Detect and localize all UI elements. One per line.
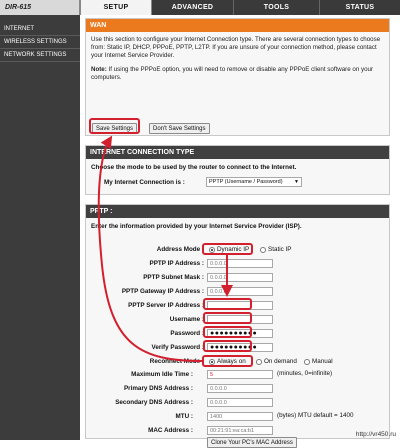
mtu-input[interactable]: 1400 (207, 412, 273, 421)
pptp-ip-row (86, 259, 204, 269)
tab-status[interactable]: STATUS (345, 4, 375, 11)
primary-dns-input[interactable]: 0.0.0.0 (207, 384, 273, 393)
on-demand-radio[interactable] (256, 359, 262, 365)
pptp-server-row (86, 301, 204, 311)
highlight-server-ip (203, 298, 252, 310)
static-ip-radio[interactable] (260, 247, 266, 253)
pptp-title: PPTP : (86, 205, 389, 218)
idle-time-note: (minutes, 0=infinite) (277, 370, 333, 377)
address-mode-label: Address Mode : (156, 246, 204, 253)
highlight-save-settings (89, 118, 140, 134)
dont-save-settings-button[interactable]: Don't Save Settings (149, 123, 210, 134)
connection-type-selected: PPTP (Username / Password) (209, 179, 283, 185)
username-label: Username : (169, 316, 204, 323)
tab-advanced[interactable]: ADVANCED (152, 0, 234, 15)
tab-tools[interactable]: TOOLS (234, 0, 320, 15)
mac-address-row (86, 426, 193, 436)
verify-password-input[interactable]: ●●●●●●●●●● (207, 343, 273, 352)
highlight-dynamic-ip (202, 243, 253, 255)
verify-password-row (86, 343, 204, 353)
pptp-server-label: PPTP Server IP Address : (128, 302, 204, 309)
pptp-prompt: Enter the information provided by your Internet Service Provider (ISP). (91, 223, 302, 230)
address-mode-row (86, 245, 204, 255)
connection-type-prompt: Choose the mode to be used by the router to connect to the Internet. (91, 164, 297, 171)
static-ip-label: Static IP (268, 246, 292, 253)
wan-title: WAN (86, 19, 389, 32)
sidebar-item-internet[interactable]: INTERNET (0, 23, 80, 36)
manual-radio[interactable] (304, 359, 310, 365)
pptp-subnet-label: PPTP Subnet Mask : (143, 274, 204, 281)
connection-type-title: INTERNET CONNECTION TYPE (86, 146, 389, 159)
clone-mac-button[interactable]: Clone Your PC's MAC Address (207, 437, 297, 448)
pptp-subnet-input[interactable]: 0.0.0.0 (207, 273, 273, 282)
pptp-ip-input[interactable]: 0.0.0.0 (207, 259, 273, 268)
dynamic-ip-label: Dynamic IP (217, 246, 250, 253)
primary-dns-label: Primary DNS Address : (123, 385, 193, 392)
idle-time-input[interactable]: 5 (207, 370, 273, 379)
highlight-verify-password (203, 340, 252, 352)
idle-time-row (86, 370, 193, 380)
mtu-row (86, 412, 193, 422)
highlight-password (203, 326, 252, 338)
password-input[interactable]: ●●●●●●●●●● (207, 329, 273, 338)
secondary-dns-row (86, 398, 193, 408)
username-row (86, 315, 204, 325)
chevron-down-icon: ▼ (294, 179, 299, 185)
idle-time-label: Maximum Idle Time : (131, 371, 193, 378)
mtu-note: (bytes) MTU default = 1400 (277, 412, 354, 419)
pptp-gateway-input[interactable]: 0.0.0.0 (207, 287, 273, 296)
wan-note (86, 60, 389, 82)
wan-note-text: If using the PPPoE option, you will need to remove or disable any PPPoE client software on your computers. (91, 66, 374, 81)
password-label: Password : (170, 330, 204, 337)
password-row (86, 329, 204, 339)
mac-address-label: MAC Address : (148, 427, 193, 434)
pptp-subnet-row (86, 273, 204, 283)
reconnect-mode-label: Reconnect Mode : (149, 358, 204, 365)
model-name: DIR-615 (0, 0, 80, 15)
sidebar-item-wireless-settings[interactable]: WIRELESS SETTINGS (0, 36, 80, 49)
wan-description: Use this section to configure your Internet Connection type. There are several connection types to choose from: Static IP, DHCP, PPPoE, PPTP, L2TP. If you are unsure of your connection method, please contact your Internet Service Provider. (91, 36, 381, 59)
on-demand-label: On demand (264, 358, 297, 365)
wan-note-label: Note: (91, 66, 107, 73)
primary-dns-row (86, 384, 193, 394)
connection-type-label: My Internet Connection is : (104, 179, 185, 186)
mtu-label: MTU : (175, 413, 193, 420)
main-content (80, 15, 400, 446)
pptp-gateway-label: PPTP Gateway IP Address : (121, 288, 204, 295)
pptp-ip-label: PPTP IP Address : (149, 260, 204, 267)
manual-label: Manual (312, 358, 333, 365)
connection-type-panel (85, 145, 390, 195)
pptp-gateway-row (86, 287, 204, 297)
secondary-dns-label: Secondary DNS Address : (115, 399, 193, 406)
sidebar-item-network-settings[interactable]: NETWORK SETTINGS (0, 49, 80, 62)
watermark: http://vr450.ru (355, 431, 396, 438)
save-settings-button[interactable]: Save Settings (92, 123, 137, 134)
top-navigation-bar (0, 0, 400, 15)
mac-address-input[interactable]: 00:21:91:ea:ca:b1 (207, 426, 273, 435)
highlight-always-on (202, 355, 253, 367)
sidebar (0, 15, 80, 440)
secondary-dns-input[interactable]: 0.0.0.0 (207, 398, 273, 407)
connection-type-select[interactable] (206, 177, 302, 187)
always-on-label: Always on (217, 358, 246, 365)
verify-password-label: Verify Password : (151, 344, 204, 351)
reconnect-mode-row (86, 357, 204, 367)
tab-setup[interactable]: SETUP (80, 0, 152, 15)
highlight-username (203, 312, 252, 324)
